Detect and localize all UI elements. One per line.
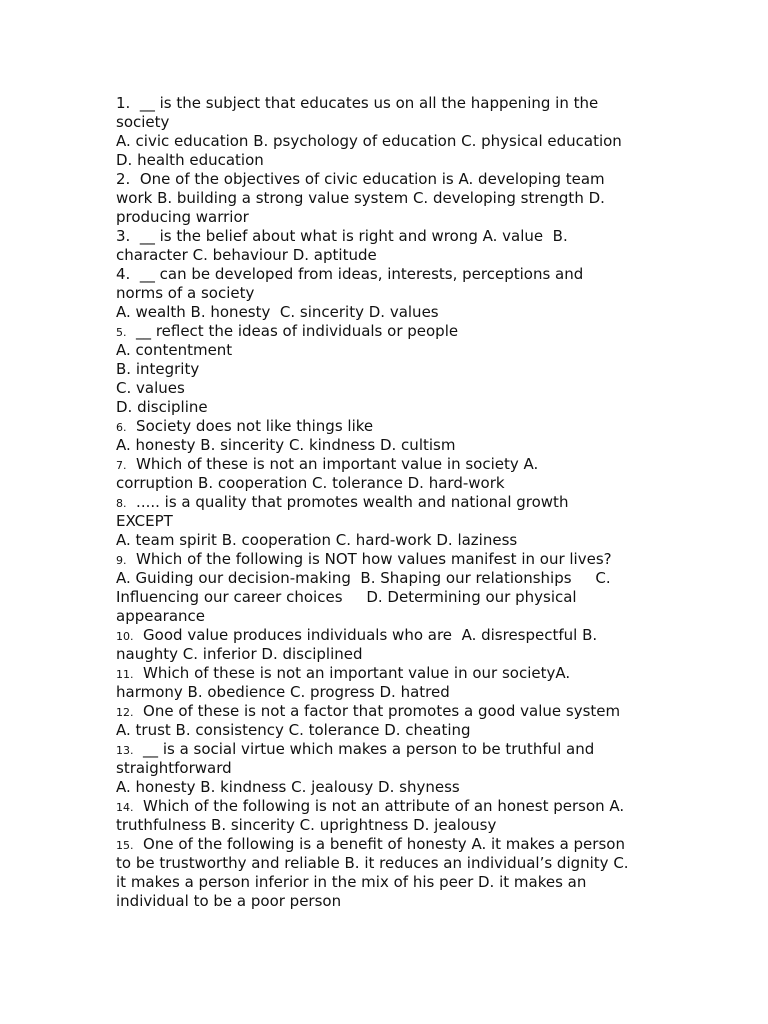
question-continuation-line	[116, 531, 656, 550]
question-number: 10.	[116, 630, 134, 643]
question-text: __ is the subject that educates us on all the happening in the	[135, 94, 599, 112]
question-number: 8.	[116, 497, 127, 510]
question-text: society	[116, 113, 170, 131]
question-continuation-line	[116, 132, 656, 151]
question-text: D. discipline	[116, 398, 208, 416]
question-text-line	[116, 626, 656, 645]
question-text-line	[116, 550, 656, 569]
question-text: norms of a society	[116, 284, 255, 302]
question-item	[116, 626, 656, 664]
question-text-line	[116, 170, 656, 189]
question-continuation-line	[116, 246, 656, 265]
question-item	[116, 835, 656, 911]
question-continuation-line	[116, 189, 656, 208]
question-text: harmony B. obedience C. progress D. hatred	[116, 683, 450, 701]
question-item	[116, 797, 656, 835]
question-continuation-line	[116, 816, 656, 835]
question-text-line	[116, 493, 656, 512]
question-continuation-line	[116, 892, 656, 911]
question-continuation-line	[116, 113, 656, 132]
question-continuation-line	[116, 341, 656, 360]
question-text: C. values	[116, 379, 185, 397]
question-continuation-line	[116, 854, 656, 873]
question-text-line	[116, 322, 656, 341]
question-continuation-line	[116, 398, 656, 417]
question-text-line	[116, 227, 656, 246]
question-text: A. wealth B. honesty C. sincerity D. values	[116, 303, 439, 321]
question-text: One of the following is a benefit of honesty A. it makes a person	[138, 835, 625, 853]
question-text: producing warrior	[116, 208, 249, 226]
question-text: Influencing our career choices D. Determining our physical	[116, 588, 577, 606]
question-text: D. health education	[116, 151, 264, 169]
question-sheet	[116, 94, 656, 911]
question-number: 5.	[116, 326, 127, 339]
question-continuation-line	[116, 683, 656, 702]
question-text: __ reflect the ideas of individuals or people	[131, 322, 459, 340]
question-item	[116, 664, 656, 702]
question-text: appearance	[116, 607, 205, 625]
question-text: A. civic education B. psychology of education C. physical education	[116, 132, 622, 150]
question-number: 9.	[116, 554, 127, 567]
question-text-line	[116, 702, 656, 721]
question-text: Which of these is not an important value in society A.	[131, 455, 539, 473]
question-continuation-line	[116, 360, 656, 379]
question-text: __ is a social virtue which makes a person to be truthful and	[138, 740, 595, 758]
question-text: A. contentment	[116, 341, 233, 359]
question-item	[116, 170, 656, 227]
question-item	[116, 265, 656, 322]
question-item	[116, 322, 656, 417]
question-text: straightforward	[116, 759, 232, 777]
question-text: A. trust B. consistency C. tolerance D. cheating	[116, 721, 471, 739]
question-text: A. team spirit B. cooperation C. hard-work D. laziness	[116, 531, 518, 549]
question-item	[116, 740, 656, 797]
question-item	[116, 227, 656, 265]
question-text-line	[116, 417, 656, 436]
question-text: A. Guiding our decision-making B. Shaping our relationships C.	[116, 569, 611, 587]
question-number: 7.	[116, 459, 127, 472]
question-text: Society does not like things like	[131, 417, 374, 435]
question-text: Which of the following is not an attribute of an honest person A.	[138, 797, 625, 815]
question-text: it makes a person inferior in the mix of his peer D. it makes an	[116, 873, 587, 891]
question-continuation-line	[116, 436, 656, 455]
question-text: work B. building a strong value system C. developing strength D.	[116, 189, 605, 207]
question-text: EXCEPT	[116, 512, 173, 530]
question-continuation-line	[116, 284, 656, 303]
question-item	[116, 455, 656, 493]
question-continuation-line	[116, 569, 656, 588]
question-number: 6.	[116, 421, 127, 434]
question-text-line	[116, 265, 656, 284]
question-number: 4.	[116, 265, 131, 283]
question-text-line	[116, 835, 656, 854]
question-text: __ can be developed from ideas, interests, perceptions and	[135, 265, 584, 283]
question-text-line	[116, 740, 656, 759]
question-continuation-line	[116, 588, 656, 607]
question-continuation-line	[116, 873, 656, 892]
question-number: 1.	[116, 94, 131, 112]
question-continuation-line	[116, 151, 656, 170]
question-text-line	[116, 664, 656, 683]
question-item	[116, 94, 656, 170]
question-text: Good value produces individuals who are A. disrespectful B.	[138, 626, 598, 644]
question-number: 15.	[116, 839, 134, 852]
question-number: 3.	[116, 227, 131, 245]
question-text: character C. behaviour D. aptitude	[116, 246, 377, 264]
question-text: B. integrity	[116, 360, 200, 378]
question-number: 14.	[116, 801, 134, 814]
question-text: One of these is not a factor that promotes a good value system	[138, 702, 621, 720]
question-continuation-line	[116, 379, 656, 398]
question-item	[116, 550, 656, 626]
question-continuation-line	[116, 208, 656, 227]
question-text: to be trustworthy and reliable B. it reduces an individual’s dignity C.	[116, 854, 629, 872]
question-text: A. honesty B. kindness C. jealousy D. shyness	[116, 778, 460, 796]
question-continuation-line	[116, 607, 656, 626]
question-text: __ is the belief about what is right and wrong A. value B.	[135, 227, 568, 245]
question-text: corruption B. cooperation C. tolerance D. hard-work	[116, 474, 505, 492]
question-item	[116, 417, 656, 455]
question-text: ..... is a quality that promotes wealth and national growth	[131, 493, 569, 511]
question-item	[116, 493, 656, 550]
question-text: Which of these is not an important value in our societyA.	[138, 664, 571, 682]
question-item	[116, 702, 656, 740]
question-number: 11.	[116, 668, 134, 681]
question-continuation-line	[116, 778, 656, 797]
question-text: Which of the following is NOT how values manifest in our lives?	[131, 550, 612, 568]
question-continuation-line	[116, 303, 656, 322]
question-text: A. honesty B. sincerity C. kindness D. cultism	[116, 436, 456, 454]
question-number: 12.	[116, 706, 134, 719]
question-continuation-line	[116, 474, 656, 493]
question-continuation-line	[116, 512, 656, 531]
question-text-line	[116, 455, 656, 474]
question-text: One of the objectives of civic education is A. developing team	[135, 170, 605, 188]
question-continuation-line	[116, 721, 656, 740]
question-text: truthfulness B. sincerity C. uprightness D. jealousy	[116, 816, 497, 834]
question-continuation-line	[116, 759, 656, 778]
question-number: 2.	[116, 170, 131, 188]
question-text: naughty C. inferior D. disciplined	[116, 645, 363, 663]
question-text: individual to be a poor person	[116, 892, 342, 910]
question-text-line	[116, 94, 656, 113]
question-text-line	[116, 797, 656, 816]
question-number: 13.	[116, 744, 134, 757]
question-continuation-line	[116, 645, 656, 664]
